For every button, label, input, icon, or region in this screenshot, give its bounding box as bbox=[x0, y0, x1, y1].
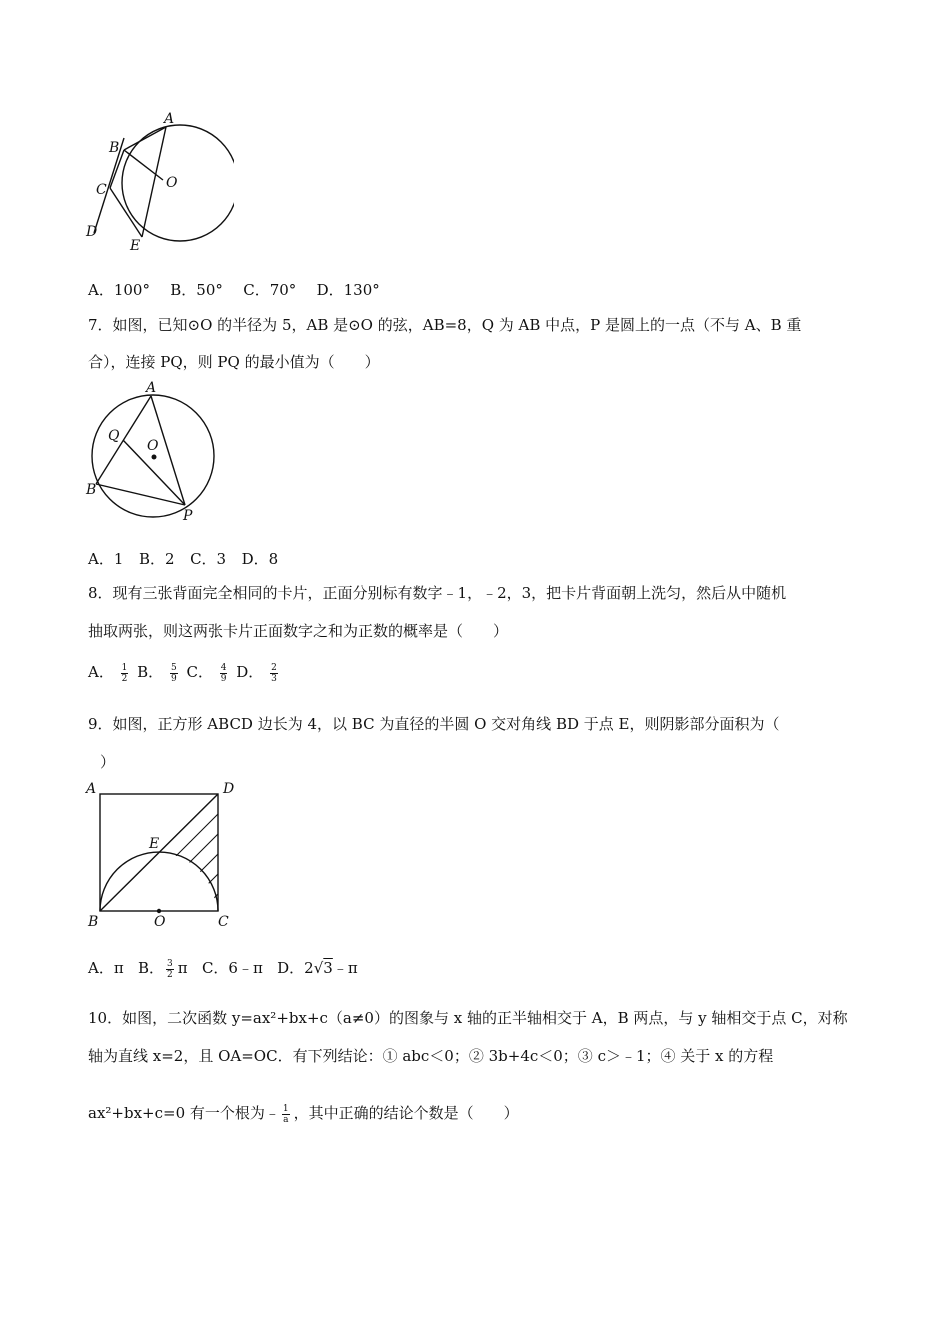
q9-semicircle bbox=[100, 852, 218, 911]
q9-diagonal-bd bbox=[100, 794, 218, 911]
q7-stem-line2: 合），连接 PQ，则 PQ 的最小值为（ ） bbox=[88, 353, 380, 371]
q7-option-c: C．3 bbox=[190, 550, 227, 568]
q8-option-a-fraction: $\frac{1}{2}$ bbox=[121, 662, 128, 684]
q7-chord-bp bbox=[96, 484, 185, 505]
q6-chord-ab bbox=[124, 127, 166, 150]
q9-figure bbox=[84, 778, 244, 930]
q6-option-d: D．130° bbox=[316, 281, 380, 299]
q6-label-e: E bbox=[130, 238, 141, 254]
q8-stem-line2: 抽取两张，则这两张卡片正面数字之和为正数的概率是（ ） bbox=[88, 622, 509, 640]
q9-option-d-label: D．2 bbox=[277, 959, 314, 977]
q9-option-b-label: B． bbox=[138, 959, 165, 977]
q6-label-o: O bbox=[166, 175, 178, 191]
q9-option-a: A．π bbox=[88, 959, 124, 977]
q9-label-a: A bbox=[86, 781, 97, 797]
q7-stem-line1: 7．如图，已知⊙O 的半径为 5，AB 是⊙O 的弦，AB=8，Q 为 AB 中点，P 是圆上的一点（不与 A、B 重 bbox=[88, 316, 802, 334]
q8-stem-line1: 8．现有三张背面完全相同的卡片，正面分别标有数字﹣1，﹣2，3，把卡片背面朝上洗匀，然后从中随机 bbox=[88, 584, 787, 602]
q8-options bbox=[88, 661, 282, 684]
q10-stem-line1: 10．如图，二次函数 y=ax²+bx+c（a≠0）的图象与 x 轴的正半轴相交于 A，B 两点，与 y 轴相交于点 C，对称 bbox=[88, 1009, 848, 1027]
q7-label-q: Q bbox=[108, 428, 120, 444]
q6-segment-ce bbox=[110, 188, 142, 237]
q6-option-c: C．70° bbox=[243, 281, 297, 299]
q10-root-fraction: $\frac{1}{a}$ bbox=[282, 1103, 289, 1125]
q10-stem-line2: 轴为直线 x=2，且 OA=OC．有下列结论：① abc＜0；② 3b+4c＜0；③ c＞﹣1；④ 关于 x 的方程 bbox=[88, 1047, 774, 1065]
q6-options bbox=[88, 279, 386, 300]
q7-option-d: D．8 bbox=[241, 550, 279, 568]
q9-shaded-region bbox=[164, 798, 234, 930]
q6-label-a: A bbox=[164, 111, 175, 127]
q9-label-b: B bbox=[88, 914, 99, 930]
q10-line3-prefix: ax²+bx+c=0 有一个根为﹣ bbox=[88, 1104, 280, 1122]
q9-option-b-pi: π bbox=[177, 959, 188, 977]
q8-option-d-label: D． bbox=[236, 663, 264, 681]
q9-label-c: C bbox=[218, 914, 229, 930]
q6-label-b: B bbox=[109, 140, 120, 156]
q9-stem-line2: ） bbox=[100, 753, 116, 771]
q7-option-b: B．2 bbox=[138, 550, 175, 568]
q9-option-d-sqrt-sign: √ bbox=[313, 959, 324, 977]
q6-label-d: D bbox=[86, 224, 98, 240]
q8-option-b-fraction: $\frac{5}{9}$ bbox=[170, 662, 177, 684]
q7-label-a: A bbox=[146, 380, 157, 396]
q6-option-b: B．50° bbox=[170, 281, 223, 299]
q6-figure bbox=[84, 110, 234, 255]
q9-option-d-tail: ﹣π bbox=[332, 959, 358, 977]
q9-option-d-radicand: 3 bbox=[323, 959, 333, 977]
q8-option-c-fraction: $\frac{4}{9}$ bbox=[220, 662, 227, 684]
q9-label-o: O bbox=[154, 914, 166, 930]
q8-option-a-label: A． bbox=[88, 663, 114, 681]
q7-label-p: P bbox=[183, 508, 193, 524]
q10-stem-line3 bbox=[88, 1102, 519, 1125]
q9-option-b-fraction: $\frac{3}{2}$ bbox=[167, 958, 173, 980]
q7-options bbox=[88, 548, 284, 569]
q9-label-e: E bbox=[149, 836, 160, 852]
q7-center-dot bbox=[152, 455, 157, 460]
q7-label-b: B bbox=[86, 482, 97, 498]
q6-chord-ae bbox=[142, 127, 166, 237]
q7-figure bbox=[84, 378, 219, 526]
q7-label-o: O bbox=[147, 438, 159, 454]
q8-option-d-fraction: $\frac{2}{3}$ bbox=[271, 662, 277, 684]
q10-line3-suffix: ，其中正确的结论个数是（ ） bbox=[293, 1104, 519, 1122]
q9-center-dot bbox=[157, 909, 161, 913]
q9-label-d: D bbox=[223, 781, 235, 797]
q6-option-a: A．100° bbox=[88, 281, 150, 299]
q8-option-b-label: B． bbox=[137, 663, 164, 681]
q8-option-c-label: C． bbox=[186, 663, 213, 681]
q6-label-c: C bbox=[96, 182, 107, 198]
q9-option-c: C．6﹣π bbox=[201, 959, 263, 977]
q7-option-a: A．1 bbox=[88, 550, 124, 568]
q9-options bbox=[88, 957, 358, 980]
q9-stem-line1: 9．如图，正方形 ABCD 边长为 4，以 BC 为直径的半圆 O 交对角线 BD 于点 E，则阴影部分面积为（ bbox=[88, 715, 780, 733]
